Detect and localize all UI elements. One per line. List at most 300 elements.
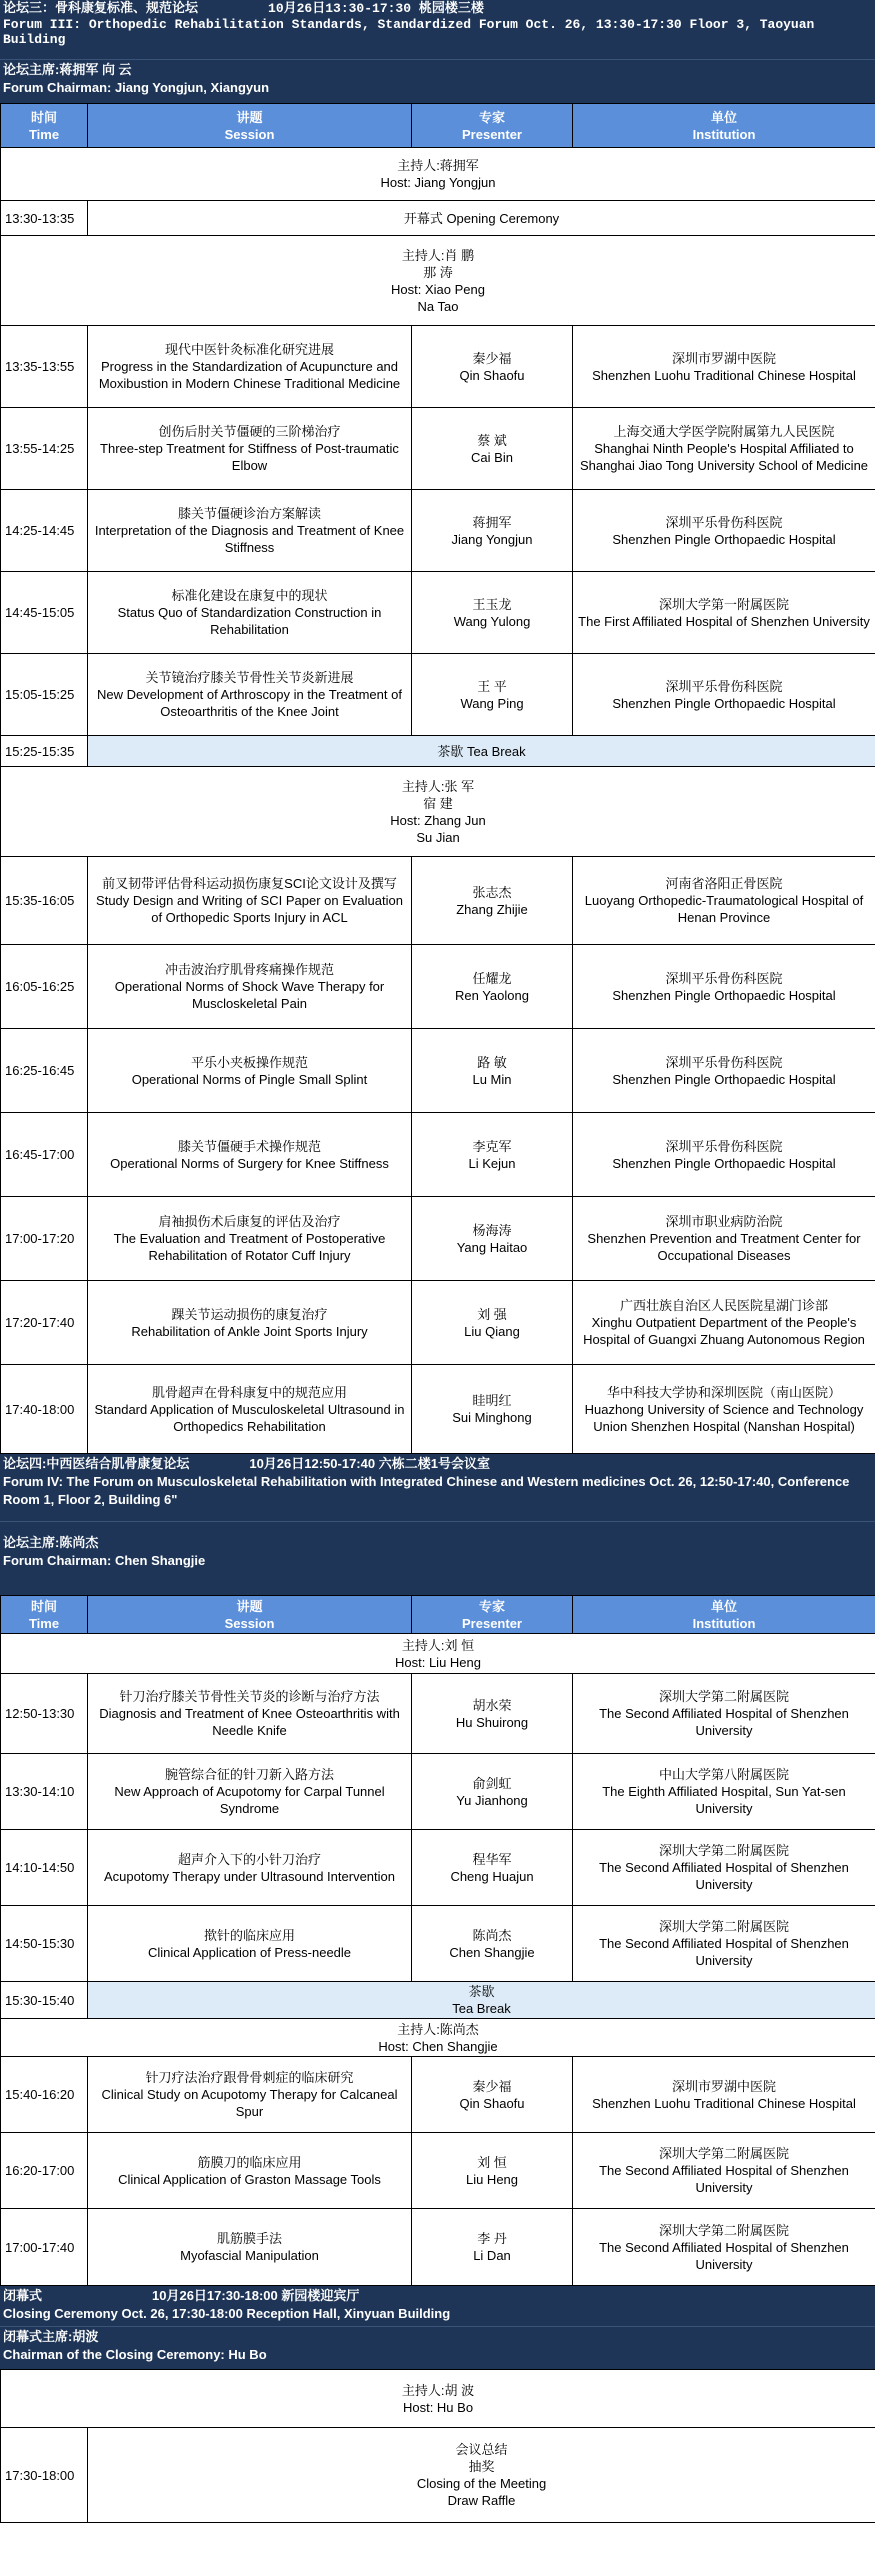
institution-cell	[573, 2133, 875, 2209]
ceremony-row	[1, 2428, 875, 2523]
institution-line: Shenzhen Pingle Orthopaedic Hospital	[612, 1071, 836, 1087]
forum4-schedule-table	[0, 1595, 875, 2286]
session-row	[1, 945, 875, 1029]
presenter-name-line: 杨海涛	[472, 1222, 512, 1238]
presenter-name-line: Cheng Huajun	[450, 1868, 534, 1884]
session-cell	[88, 857, 412, 945]
time-cell: 17:00-17:40	[1, 2209, 88, 2286]
time-cell: 16:05-16:25	[1, 945, 88, 1029]
session-cell	[88, 1674, 412, 1754]
closing-title-band	[0, 2286, 875, 2326]
institution-line: Shanghai Ninth People's Hospital Affiliated to Shanghai Jiao Tong University School of Medicine	[579, 441, 869, 473]
time-cell: 14:50-15:30	[1, 1906, 88, 1982]
institution-cell	[573, 1281, 875, 1365]
institution-line: 深圳平乐骨伤科医院	[665, 678, 783, 694]
presenter-cell	[412, 2057, 573, 2133]
session-title-line: Operational Norms of Shock Wave Therapy for Muscloskeletal Pain	[114, 979, 385, 1011]
session-title-line: 标准化建设在康复中的现状	[171, 588, 328, 603]
host-row	[1, 1634, 875, 1674]
session-row	[1, 2209, 875, 2286]
time-cell: 17:00-17:20	[1, 1197, 88, 1281]
presenter-name-line: Zhang Zhijie	[456, 901, 528, 917]
session-title-line: Operational Norms of Pingle Small Splint	[131, 1071, 368, 1087]
forum4-venue-zh: 六栋二楼1号会议室	[378, 1456, 490, 1471]
presenter-cell	[412, 1674, 573, 1754]
session-title-line: 针刀疗法治疗跟骨骨刺症的临床研究	[145, 2070, 354, 2085]
institution-line: 深圳平乐骨伤科医院	[665, 970, 783, 986]
presenter-cell	[412, 1281, 573, 1365]
session-cell	[88, 2133, 412, 2209]
session-title-line: 肩袖损伤术后康复的评估及治疗	[158, 1214, 341, 1229]
institution-line: Xinghu Outpatient Department of the People's Hospital of Guangxi Zhuang Autonomous Region	[583, 1315, 865, 1347]
institution-cell	[573, 1830, 875, 1906]
header-time-en: Time	[28, 1615, 60, 1631]
presenter-name-line: 秦少福	[472, 350, 512, 366]
time-cell: 17:20-17:40	[1, 1281, 88, 1365]
session-row	[1, 1113, 875, 1197]
institution-cell	[573, 654, 875, 736]
session-title-line: Acupotomy Therapy under Ultrasound Intervention	[104, 1868, 395, 1884]
ceremony-cell	[88, 201, 875, 236]
time-cell: 16:20-17:00	[1, 2133, 88, 2209]
forum3-schedule-table	[0, 103, 875, 1454]
institution-line: 广西壮族自治区人民医院星湖门诊部	[619, 1298, 828, 1313]
header-presenter-zh: 专家	[478, 109, 505, 125]
header-session-en: Session	[224, 126, 275, 142]
session-title-line: 膝关节僵硬手术操作规范	[177, 1138, 321, 1154]
time-cell: 16:45-17:00	[1, 1113, 88, 1197]
institution-cell	[573, 326, 875, 408]
presenter-cell	[412, 408, 573, 490]
presenter-name-line: Li Dan	[473, 2248, 511, 2263]
session-title-line: 肌筋膜手法	[216, 2231, 282, 2246]
institution-line: 深圳大学第二附属医院	[658, 1843, 789, 1858]
institution-cell	[573, 2057, 875, 2133]
forum4-title-zh: 论坛四:中西医结合肌骨康复论坛	[3, 1456, 190, 1471]
presenter-name-line: Yang Haitao	[456, 1239, 528, 1255]
institution-cell	[573, 1197, 875, 1281]
institution-line: Shenzhen Pingle Orthopaedic Hospital	[612, 1155, 836, 1171]
institution-line: 深圳平乐骨伤科医院	[665, 1138, 783, 1154]
presenter-name-line: 王 平	[477, 678, 507, 694]
institution-line: The First Affiliated Hospital of Shenzhen University	[578, 613, 870, 629]
time-cell: 13:55-14:25	[1, 408, 88, 490]
header-institution	[573, 1596, 875, 1634]
forum3-chair-en: Forum Chairman: Jiang Yongjun, Xiangyun	[3, 80, 270, 95]
time-cell: 14:10-14:50	[1, 1830, 88, 1906]
session-row	[1, 1197, 875, 1281]
closing-chair-en: Chairman of the Closing Ceremony: Hu Bo	[3, 2347, 267, 2362]
closing-title-zh: 闭幕式	[3, 2288, 43, 2303]
header-time-en: Time	[28, 126, 60, 142]
session-title-line: 揿针的临床应用	[203, 1927, 295, 1943]
presenter-name-line: Sui Minghong	[452, 1410, 532, 1425]
ceremony-cell	[88, 2428, 875, 2523]
session-title-line: Clinical Study on Acupotomy Therapy for Calcaneal Spur	[101, 2087, 398, 2119]
institution-line: The Second Affiliated Hospital of Shenzhen University	[599, 2163, 849, 2195]
institution-line: 华中科技大学协和深圳医院（南山医院）	[606, 1384, 841, 1400]
institution-line: The Eighth Affiliated Hospital, Sun Yat-sen University	[602, 1784, 846, 1816]
row-text-line: 开幕式 Opening Ceremony	[403, 210, 560, 226]
session-title-line: 踝关节运动损伤的康复治疗	[171, 1306, 328, 1322]
presenter-cell	[412, 654, 573, 736]
host-line: Host: Liu Heng	[395, 1654, 481, 1670]
presenter-name-line: Qin Shaofu	[459, 2095, 525, 2111]
presenter-cell	[412, 572, 573, 654]
session-row	[1, 572, 875, 654]
forum4-chair-zh: 论坛主席:陈尚杰	[3, 1535, 99, 1550]
host-line: Na Tao	[417, 298, 459, 314]
host-line: 主持人:张 军	[401, 778, 475, 794]
session-cell	[88, 2057, 412, 2133]
presenter-cell	[412, 1029, 573, 1113]
time-cell: 17:30-18:00	[1, 2428, 88, 2523]
row-text-line: Draw Raffle	[447, 2493, 516, 2508]
row-text-line: 茶歇	[468, 1984, 495, 1999]
time-cell: 16:25-16:45	[1, 1029, 88, 1113]
session-row	[1, 1029, 875, 1113]
institution-cell	[573, 490, 875, 572]
presenter-name-line: Wang Yulong	[453, 613, 531, 629]
presenter-cell	[412, 945, 573, 1029]
session-title-line: 膝关节僵硬诊治方案解读	[177, 506, 321, 521]
session-row	[1, 490, 875, 572]
host-line: 宿 建	[423, 795, 453, 811]
header-institution-en: Institution	[692, 1615, 756, 1631]
session-title-line: Status Quo of Standardization Construction in Rehabilitation	[117, 605, 382, 637]
header-session	[88, 1596, 412, 1634]
tea-break-row	[1, 1982, 875, 2019]
session-cell	[88, 1281, 412, 1365]
institution-line: The Second Affiliated Hospital of Shenzhen University	[599, 1860, 849, 1892]
presenter-cell	[412, 1365, 573, 1454]
session-title-line: 筋膜刀的临床应用	[197, 2154, 302, 2170]
institution-cell	[573, 572, 875, 654]
session-row	[1, 1830, 875, 1906]
row-text-line: Closing of the Meeting	[416, 2476, 547, 2491]
session-row	[1, 408, 875, 490]
session-cell	[88, 326, 412, 408]
session-cell	[88, 945, 412, 1029]
table-header-row	[1, 1596, 875, 1634]
session-title-line: The Evaluation and Treatment of Postoperative Rehabilitation of Rotator Cuff Injury	[113, 1231, 386, 1263]
session-title-line: Myofascial Manipulation	[180, 2248, 319, 2263]
presenter-name-line: Jiang Yongjun	[451, 531, 533, 547]
time-cell: 14:45-15:05	[1, 572, 88, 654]
session-title-line: Operational Norms of Surgery for Knee Stiffness	[110, 1155, 389, 1171]
time-cell: 14:25-14:45	[1, 490, 88, 572]
time-cell: 15:05-15:25	[1, 654, 88, 736]
session-cell	[88, 1754, 412, 1830]
host-line: Host: Chen Shangjie	[378, 2038, 498, 2054]
header-presenter	[412, 104, 573, 148]
institution-cell	[573, 1906, 875, 1982]
session-cell	[88, 1113, 412, 1197]
session-title-line: Interpretation of the Diagnosis and Treatment of Knee Stiffness	[94, 523, 405, 555]
session-cell	[88, 1197, 412, 1281]
institution-line: The Second Affiliated Hospital of Shenzhen University	[599, 1936, 849, 1968]
institution-cell	[573, 408, 875, 490]
forum4-schedule-body	[1, 1596, 875, 2286]
host-line: 主持人:肖 鹏	[401, 247, 475, 263]
presenter-cell	[412, 1830, 573, 1906]
institution-line: Shenzhen Pingle Orthopaedic Hospital	[612, 531, 836, 547]
forum3-schedule-body	[1, 104, 875, 1454]
session-row	[1, 326, 875, 408]
presenter-cell	[412, 2209, 573, 2286]
session-title-line: Progress in the Standardization of Acupuncture and Moxibustion in Modern Chinese Traditional Medicine	[98, 359, 401, 391]
institution-cell	[573, 857, 875, 945]
forum3-chair-band	[0, 59, 875, 103]
closing-date-zh: 10月26日17:30-18:00	[152, 2288, 278, 2303]
forum4-title-band	[0, 1454, 875, 1521]
presenter-name-line: Hu Shuirong	[455, 1714, 529, 1730]
closing-title-en: Closing Ceremony Oct. 26, 17:30-18:00 Reception Hall, Xinyuan Building	[3, 2306, 451, 2321]
presenter-name-line: 王玉龙	[472, 596, 512, 612]
institution-line: 河南省洛阳正骨医院	[665, 876, 783, 891]
institution-line: 深圳平乐骨伤科医院	[665, 1054, 783, 1070]
header-time-zh: 时间	[30, 109, 57, 125]
presenter-name-line: Cai Bin	[471, 449, 513, 465]
session-row	[1, 857, 875, 945]
row-text-line: 茶歇 Tea Break	[437, 743, 526, 759]
header-presenter-zh: 专家	[478, 1598, 505, 1614]
presenter-name-line: 李克军	[472, 1138, 512, 1154]
session-title-line: 超声介入下的小针刀治疗	[177, 1851, 321, 1867]
institution-line: Huazhong University of Science and Technology Union Shenzhen Hospital (Nanshan Hospital)	[584, 1401, 864, 1434]
ceremony-row	[1, 201, 875, 236]
presenter-name-line: Li Kejun	[468, 1155, 516, 1171]
forum4-chair-band	[0, 1521, 875, 1595]
institution-line: Shenzhen Luohu Traditional Chinese Hospital	[592, 367, 856, 383]
session-title-line: 肌骨超声在骨科康复中的规范应用	[151, 1384, 347, 1400]
session-title-line: Rehabilitation of Ankle Joint Sports Injury	[131, 1323, 368, 1339]
institution-line: 深圳大学第二附属医院	[658, 2222, 789, 2238]
tea-break-row	[1, 736, 875, 767]
presenter-name-line: 李 丹	[477, 2231, 507, 2246]
institution-line: Shenzhen Pingle Orthopaedic Hospital	[612, 987, 836, 1003]
host-cell	[1, 2370, 875, 2428]
session-row	[1, 654, 875, 736]
presenter-cell	[412, 857, 573, 945]
presenter-name-line: Ren Yaolong	[455, 987, 529, 1003]
host-row	[1, 2370, 875, 2428]
host-cell	[1, 2019, 875, 2057]
forum3-venue-zh: 桃园楼三楼	[418, 1, 484, 16]
forum3-title-band	[0, 0, 875, 59]
time-cell: 13:30-14:10	[1, 1754, 88, 1830]
institution-line: Shenzhen Pingle Orthopaedic Hospital	[612, 695, 836, 711]
session-cell	[88, 408, 412, 490]
host-line: Host: Jiang Yongjun	[380, 175, 496, 190]
session-title-line: Clinical Application of Press-needle	[147, 1944, 352, 1960]
presenter-cell	[412, 1197, 573, 1281]
host-line: Host: Hu Bo	[402, 2399, 474, 2415]
institution-line: 深圳市职业病防治院	[665, 1214, 783, 1229]
institution-line: 深圳平乐骨伤科医院	[665, 514, 783, 530]
time-cell: 15:35-16:05	[1, 857, 88, 945]
institution-line: 深圳市罗湖中医院	[671, 2078, 776, 2094]
header-time	[1, 1596, 88, 1634]
presenter-name-line: Qin Shaofu	[459, 367, 525, 383]
session-title-line: 平乐小夹板操作规范	[190, 1054, 308, 1070]
presenter-name-line: 张志杰	[472, 884, 512, 900]
session-cell	[88, 1830, 412, 1906]
session-title-line: 现代中医针灸标准化研究进展	[164, 342, 334, 357]
session-cell	[88, 1029, 412, 1113]
host-cell	[1, 148, 875, 201]
session-row	[1, 1754, 875, 1830]
presenter-name-line: Liu Heng	[465, 2171, 519, 2187]
institution-line: The Second Affiliated Hospital of Shenzhen University	[599, 1706, 849, 1738]
header-presenter-en: Presenter	[462, 126, 522, 142]
header-institution	[573, 104, 875, 148]
institution-line: 深圳大学第二附属医院	[658, 1689, 789, 1704]
time-cell: 12:50-13:30	[1, 1674, 88, 1754]
session-row	[1, 2057, 875, 2133]
session-title-line: 针刀治疗膝关节骨性关节炎的诊断与治疗方法	[119, 1689, 380, 1704]
session-cell	[88, 2209, 412, 2286]
session-row	[1, 2133, 875, 2209]
host-line: Host: Xiao Peng	[391, 281, 485, 297]
row-text-line: 会议总结	[455, 2442, 508, 2457]
host-cell	[1, 1634, 875, 1674]
presenter-name-line: Chen Shangjie	[449, 1944, 535, 1960]
header-session	[88, 104, 412, 148]
session-title-line: New Development of Arthroscopy in the Treatment of Osteoarthritis of the Knee Joint	[97, 687, 402, 719]
forum3-title-en: Forum III: Orthopedic Rehabilitation Standards, Standardized Forum Oct. 26, 13:30-17:30 Floor 3, Taoyuan Building	[3, 17, 823, 47]
presenter-name-line: 眭明红	[472, 1393, 512, 1408]
presenter-name-line: Wang Ping	[460, 695, 524, 711]
presenter-name-line: 刘 强	[477, 1306, 507, 1322]
institution-line: Luoyang Orthopedic-Traumatological Hospital of Henan Province	[584, 893, 864, 925]
closing-venue-zh: 新园楼迎宾厅	[281, 2288, 360, 2303]
closing-chair-band	[0, 2326, 875, 2369]
session-row	[1, 1906, 875, 1982]
session-cell	[88, 1906, 412, 1982]
session-row	[1, 1281, 875, 1365]
forum3-date-zh: 10月26日13:30-17:30	[268, 1, 412, 16]
time-cell: 13:30-13:35	[1, 201, 88, 236]
session-title-line: Three-step Treatment for Stiffness of Post-traumatic Elbow	[100, 441, 399, 473]
session-cell	[88, 572, 412, 654]
institution-cell	[573, 945, 875, 1029]
presenter-name-line: 蔡 斌	[477, 432, 507, 448]
presenter-name-line: 路 敏	[477, 1054, 507, 1070]
session-title-line: 冲击波治疗肌骨疼痛操作规范	[164, 962, 334, 977]
header-institution-en: Institution	[692, 126, 756, 142]
institution-cell	[573, 1029, 875, 1113]
tea-break-cell	[88, 736, 875, 767]
institution-line: 深圳大学第一附属医院	[658, 596, 789, 612]
host-cell	[1, 236, 875, 326]
time-cell: 15:25-15:35	[1, 736, 88, 767]
header-institution-zh: 单位	[710, 109, 737, 125]
header-session-zh: 讲题	[236, 1598, 263, 1614]
forum3-chair-zh: 论坛主席:蒋拥军 向 云	[3, 62, 132, 77]
session-title-line: Standard Application of Musculoskeletal Ultrasound in Orthopedics Rehabilitation	[94, 1401, 405, 1434]
institution-cell	[573, 1754, 875, 1830]
session-title-line: 创伤后肘关节僵硬的三阶梯治疗	[158, 424, 341, 439]
header-time	[1, 104, 88, 148]
presenter-cell	[412, 1906, 573, 1982]
host-line: Su Jian	[416, 829, 460, 845]
header-presenter	[412, 1596, 573, 1634]
institution-cell	[573, 2209, 875, 2286]
session-row	[1, 1365, 875, 1454]
host-line: 主持人:陈尚杰	[397, 2021, 479, 2037]
row-text-line: Tea Break	[452, 2001, 511, 2016]
presenter-name-line: 程华军	[472, 1851, 512, 1867]
session-cell	[88, 1365, 412, 1454]
session-title-line: 关节镜治疗膝关节骨性关节炎新进展	[145, 670, 354, 685]
institution-cell	[573, 1365, 875, 1454]
presenter-name-line: 胡水荣	[472, 1697, 512, 1713]
host-line: 主持人:蒋拥军	[397, 158, 479, 173]
forum3-title-zh: 论坛三：骨科康复标准、规范论坛	[3, 1, 199, 16]
time-cell: 15:40-16:20	[1, 2057, 88, 2133]
header-institution-zh: 单位	[710, 1598, 737, 1614]
host-row	[1, 2019, 875, 2057]
row-text-line: 抽奖	[468, 2459, 495, 2474]
institution-cell	[573, 1674, 875, 1754]
session-title-line: Study Design and Writing of SCI Paper on Evaluation of Orthopedic Sports Injury in ACL	[96, 893, 403, 925]
host-line: Host: Zhang Jun	[390, 812, 486, 828]
session-title-line: New Approach of Acupotomy for Carpal Tunnel Syndrome	[114, 1784, 385, 1816]
closing-schedule-body	[1, 2370, 875, 2523]
session-title-line: 腕管综合征的针刀新入路方法	[164, 1767, 334, 1782]
header-presenter-en: Presenter	[462, 1615, 522, 1631]
presenter-name-line: Yu Jianhong	[456, 1792, 528, 1808]
host-line: 主持人:胡 波	[401, 2382, 475, 2398]
presenter-cell	[412, 1754, 573, 1830]
presenter-cell	[412, 2133, 573, 2209]
institution-line: 上海交通大学医学院附属第九人民医院	[613, 424, 835, 439]
institution-line: 深圳市罗湖中医院	[671, 350, 776, 366]
forum4-chair-en: Forum Chairman: Chen Shangjie	[3, 1553, 206, 1568]
host-line: 主持人:刘 恒	[401, 1637, 475, 1653]
institution-cell	[573, 1113, 875, 1197]
institution-line: 深圳大学第二附属医院	[658, 1919, 789, 1934]
session-row	[1, 1674, 875, 1754]
institution-line: Shenzhen Prevention and Treatment Center for Occupational Diseases	[587, 1231, 861, 1263]
presenter-name-line: 陈尚杰	[472, 1927, 512, 1943]
institution-line: 深圳大学第二附属医院	[658, 2146, 789, 2161]
presenter-name-line: 秦少福	[472, 2078, 512, 2094]
host-line: 那 涛	[423, 264, 453, 280]
presenter-name-line: Lu Min	[472, 1071, 512, 1087]
header-session-zh: 讲题	[236, 109, 263, 125]
forum4-date-zh: 10月26日12:50-17:40	[249, 1456, 376, 1471]
presenter-name-line: 刘 恒	[477, 2154, 507, 2170]
session-title-line: Diagnosis and Treatment of Knee Osteoarthritis with Needle Knife	[99, 1706, 400, 1738]
session-title-line: 前叉韧带评估骨科运动损伤康复SCI论文设计及撰写	[102, 876, 397, 891]
closing-chair-zh: 闭幕式主席:胡波	[3, 2329, 99, 2344]
institution-line: The Second Affiliated Hospital of Shenzhen University	[599, 2239, 849, 2272]
presenter-name-line: 俞剑虹	[472, 1775, 512, 1791]
session-cell	[88, 490, 412, 572]
host-row	[1, 767, 875, 857]
host-row	[1, 148, 875, 201]
institution-line: Shenzhen Luohu Traditional Chinese Hospital	[592, 2095, 856, 2111]
table-header-row	[1, 104, 875, 148]
presenter-cell	[412, 490, 573, 572]
time-cell: 15:30-15:40	[1, 1982, 88, 2019]
header-time-zh: 时间	[30, 1598, 57, 1614]
time-cell: 17:40-18:00	[1, 1365, 88, 1454]
presenter-cell	[412, 326, 573, 408]
host-cell	[1, 767, 875, 857]
